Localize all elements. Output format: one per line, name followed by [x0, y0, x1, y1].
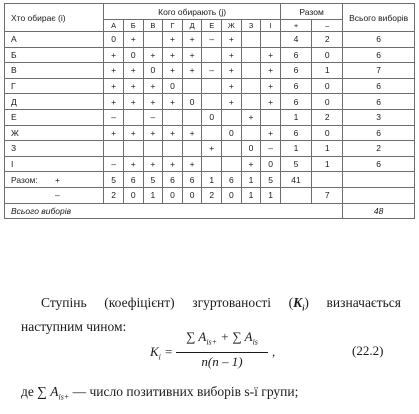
- matrix-body: [5, 32, 415, 172]
- choice-cell: +: [163, 63, 183, 79]
- row-label: І: [5, 156, 104, 172]
- matrix-row: [5, 109, 415, 125]
- row-total: 6: [343, 32, 415, 48]
- column-plus-total: 6: [182, 172, 202, 188]
- totals-label: Разом: +: [5, 172, 104, 188]
- choice-cell: +: [123, 94, 143, 110]
- choice-cell: [202, 125, 222, 141]
- row-minus-sum: 1: [312, 63, 343, 79]
- definition-line: де ∑ $A_{is+}$ — число позитивних виборів s-ї групи;: [21, 384, 299, 402]
- choice-cell: +: [222, 32, 242, 48]
- formula-lhs: $K_i$ =: [150, 344, 173, 362]
- equation-number: (22.2): [352, 343, 384, 358]
- column-minus-total: 0: [123, 187, 143, 203]
- row-plus-sum: 6: [280, 47, 311, 63]
- choice-cell: [222, 156, 242, 172]
- matrix-row: [5, 63, 415, 79]
- column-minus-total: 1: [143, 187, 163, 203]
- choice-cell: [182, 109, 202, 125]
- totals-plus-row: [5, 172, 415, 188]
- choice-cell: +: [222, 47, 242, 63]
- row-minus-sum: 0: [312, 78, 343, 94]
- column-minus-total: 2: [104, 187, 124, 203]
- choice-cell: [222, 109, 242, 125]
- row-plus-sum: 4: [280, 32, 311, 48]
- column-plus-total: 1: [241, 172, 261, 188]
- row-minus-sum: 2: [312, 32, 343, 48]
- choice-cell: +: [163, 32, 183, 48]
- column-minus-total: 1: [241, 187, 261, 203]
- choice-cell: +: [143, 125, 163, 141]
- row-total: 6: [343, 156, 415, 172]
- column-header: Ж: [222, 20, 242, 32]
- choice-cell: +: [202, 141, 222, 157]
- cohesion-formula: [150, 330, 280, 370]
- choice-cell: 0: [104, 32, 124, 48]
- column-plus-total: 1: [202, 172, 222, 188]
- matrix-row: [5, 125, 415, 141]
- plus-grand-sum: 41: [280, 172, 311, 188]
- empty-cell: [343, 172, 415, 188]
- grand-total-value: 48: [343, 203, 415, 219]
- minus-grand-sum: 7: [312, 187, 343, 203]
- def-sum-symbol: ∑ $A_{is+}$: [37, 384, 70, 402]
- column-header: Е: [202, 20, 222, 32]
- totals-minus-row: [5, 187, 415, 203]
- choice-cell: +: [222, 63, 242, 79]
- column-minus-total: 1: [261, 187, 281, 203]
- row-label: В: [5, 63, 104, 79]
- choice-cell: –: [261, 141, 281, 157]
- paragraph-text-end: ) визначається наступним чином:: [21, 295, 401, 334]
- choice-cell: [143, 141, 163, 157]
- header-row: [5, 4, 415, 20]
- choice-cell: –: [104, 156, 124, 172]
- choice-cell: –: [104, 109, 124, 125]
- choice-cell: [202, 156, 222, 172]
- row-total: 6: [343, 125, 415, 141]
- column-plus-total: 6: [222, 172, 242, 188]
- choice-cell: +: [104, 94, 124, 110]
- choice-cell: –: [202, 32, 222, 48]
- column-header: Б: [123, 20, 143, 32]
- row-plus-sum: 6: [280, 94, 311, 110]
- choice-cell: [123, 109, 143, 125]
- choice-cell: +: [163, 94, 183, 110]
- choice-cell: 0: [182, 94, 202, 110]
- choice-cell: [104, 141, 124, 157]
- choice-cell: +: [222, 78, 242, 94]
- paragraph-text-start: Ступінь (коефіцієнт) згуртованості (: [41, 295, 294, 310]
- choice-cell: [222, 141, 242, 157]
- choice-cell: [163, 109, 183, 125]
- row-total: 2: [343, 141, 415, 157]
- matrix-row: [5, 78, 415, 94]
- choice-cell: [241, 94, 261, 110]
- column-minus-total: 2: [202, 187, 222, 203]
- row-label: Е: [5, 109, 104, 125]
- choice-cell: +: [182, 156, 202, 172]
- k-symbol: $K_i$: [293, 295, 305, 313]
- choice-cell: [202, 47, 222, 63]
- choice-cell: [241, 63, 261, 79]
- row-plus-sum: 6: [280, 63, 311, 79]
- sum-header: Разом: [280, 4, 342, 20]
- choice-cell: +: [182, 125, 202, 141]
- empty-cell: [280, 187, 311, 203]
- sociometric-matrix-table: [4, 3, 415, 219]
- sum-plus-header: +: [280, 20, 311, 32]
- choice-cell: +: [104, 63, 124, 79]
- choice-cell: 0: [123, 47, 143, 63]
- choice-cell: +: [241, 156, 261, 172]
- column-minus-total: 0: [163, 187, 183, 203]
- choice-cell: [182, 141, 202, 157]
- choice-cell: +: [163, 125, 183, 141]
- choice-cell: +: [261, 125, 281, 141]
- column-plus-total: 5: [143, 172, 163, 188]
- choice-cell: +: [261, 63, 281, 79]
- choice-cell: [261, 109, 281, 125]
- choice-cell: –: [143, 109, 163, 125]
- row-total: 6: [343, 78, 415, 94]
- choice-cell: [241, 78, 261, 94]
- choice-cell: 0: [143, 63, 163, 79]
- choice-cell: +: [143, 47, 163, 63]
- choice-cell: [202, 78, 222, 94]
- choice-cell: 0: [163, 78, 183, 94]
- choice-cell: 0: [202, 109, 222, 125]
- column-plus-total: 5: [261, 172, 281, 188]
- choice-cell: 0: [241, 141, 261, 157]
- empty-cell: [343, 187, 415, 203]
- row-total: 3: [343, 109, 415, 125]
- choice-cell: +: [163, 47, 183, 63]
- empty-cell: [312, 172, 343, 188]
- column-header: А: [104, 20, 124, 32]
- row-label: З: [5, 141, 104, 157]
- choice-cell: +: [143, 156, 163, 172]
- choice-cell: +: [104, 125, 124, 141]
- grand-total-row: [5, 203, 415, 219]
- choice-cell: +: [123, 32, 143, 48]
- sum-minus-header: –: [312, 20, 343, 32]
- row-minus-sum: 0: [312, 125, 343, 141]
- row-label: Д: [5, 94, 104, 110]
- choice-cell: +: [241, 109, 261, 125]
- row-plus-sum: 1: [280, 109, 311, 125]
- choice-cell: [241, 125, 261, 141]
- row-label: Б: [5, 47, 104, 63]
- matrix-row: [5, 156, 415, 172]
- choice-cell: +: [182, 32, 202, 48]
- column-header: З: [241, 20, 261, 32]
- fraction-bar: [176, 352, 268, 353]
- choice-cell: +: [123, 156, 143, 172]
- row-minus-sum: 1: [312, 141, 343, 157]
- row-total: 6: [343, 47, 415, 63]
- row-total: 6: [343, 94, 415, 110]
- total-header: Всього виборів: [343, 4, 415, 32]
- choice-cell: [261, 32, 281, 48]
- row-plus-sum: 6: [280, 125, 311, 141]
- column-plus-total: 6: [123, 172, 143, 188]
- column-plus-total: 5: [104, 172, 124, 188]
- formula-fraction: [176, 330, 268, 369]
- choice-cell: +: [123, 78, 143, 94]
- matrix-row: [5, 47, 415, 63]
- row-minus-sum: 0: [312, 47, 343, 63]
- column-header: І: [261, 20, 281, 32]
- matrix-row: [5, 141, 415, 157]
- row-plus-sum: 5: [280, 156, 311, 172]
- choice-cell: +: [182, 63, 202, 79]
- column-plus-total: 6: [163, 172, 183, 188]
- choice-cell: 0: [222, 125, 242, 141]
- matrix-row: [5, 32, 415, 48]
- choice-cell: 0: [261, 156, 281, 172]
- row-plus-sum: 6: [280, 78, 311, 94]
- choice-cell: +: [261, 78, 281, 94]
- choice-cell: +: [104, 78, 124, 94]
- choice-cell: [182, 78, 202, 94]
- row-label: Ж: [5, 125, 104, 141]
- choice-cell: +: [143, 94, 163, 110]
- choice-cell: [143, 32, 163, 48]
- column-minus-total: 0: [222, 187, 242, 203]
- formula-denominator: n(n – 1): [201, 353, 243, 369]
- row-label: А: [5, 32, 104, 48]
- grand-total-label: Всього виборів: [5, 203, 343, 219]
- choice-cell: +: [123, 125, 143, 141]
- corner-label: Хто обирає (i): [5, 4, 104, 32]
- formula-numerator: ∑ $A_{is+}$ + ∑ $A_{is}$: [186, 329, 258, 347]
- matrix-row: [5, 94, 415, 110]
- choice-cell: +: [261, 47, 281, 63]
- choice-cell: +: [123, 63, 143, 79]
- choice-cell: [163, 141, 183, 157]
- choice-cell: +: [163, 156, 183, 172]
- choice-cell: +: [261, 94, 281, 110]
- choice-cell: [123, 141, 143, 157]
- formula-comma: ,: [272, 344, 276, 359]
- choice-cell: [241, 32, 261, 48]
- totals-minus-label: –: [5, 187, 104, 203]
- choice-cell: +: [182, 47, 202, 63]
- choice-cell: [202, 94, 222, 110]
- row-minus-sum: 1: [312, 156, 343, 172]
- row-minus-sum: 0: [312, 94, 343, 110]
- row-minus-sum: 2: [312, 109, 343, 125]
- column-header: Д: [182, 20, 202, 32]
- row-label: Г: [5, 78, 104, 94]
- column-header: В: [143, 20, 163, 32]
- choice-cell: +: [143, 78, 163, 94]
- choice-cell: [241, 47, 261, 63]
- choice-cell: +: [222, 94, 242, 110]
- column-header: Г: [163, 20, 183, 32]
- column-minus-total: 0: [182, 187, 202, 203]
- choice-header: Кого обирають (j): [104, 4, 281, 20]
- row-total: 7: [343, 63, 415, 79]
- choice-cell: +: [104, 47, 124, 63]
- choice-cell: –: [202, 63, 222, 79]
- row-plus-sum: 1: [280, 141, 311, 157]
